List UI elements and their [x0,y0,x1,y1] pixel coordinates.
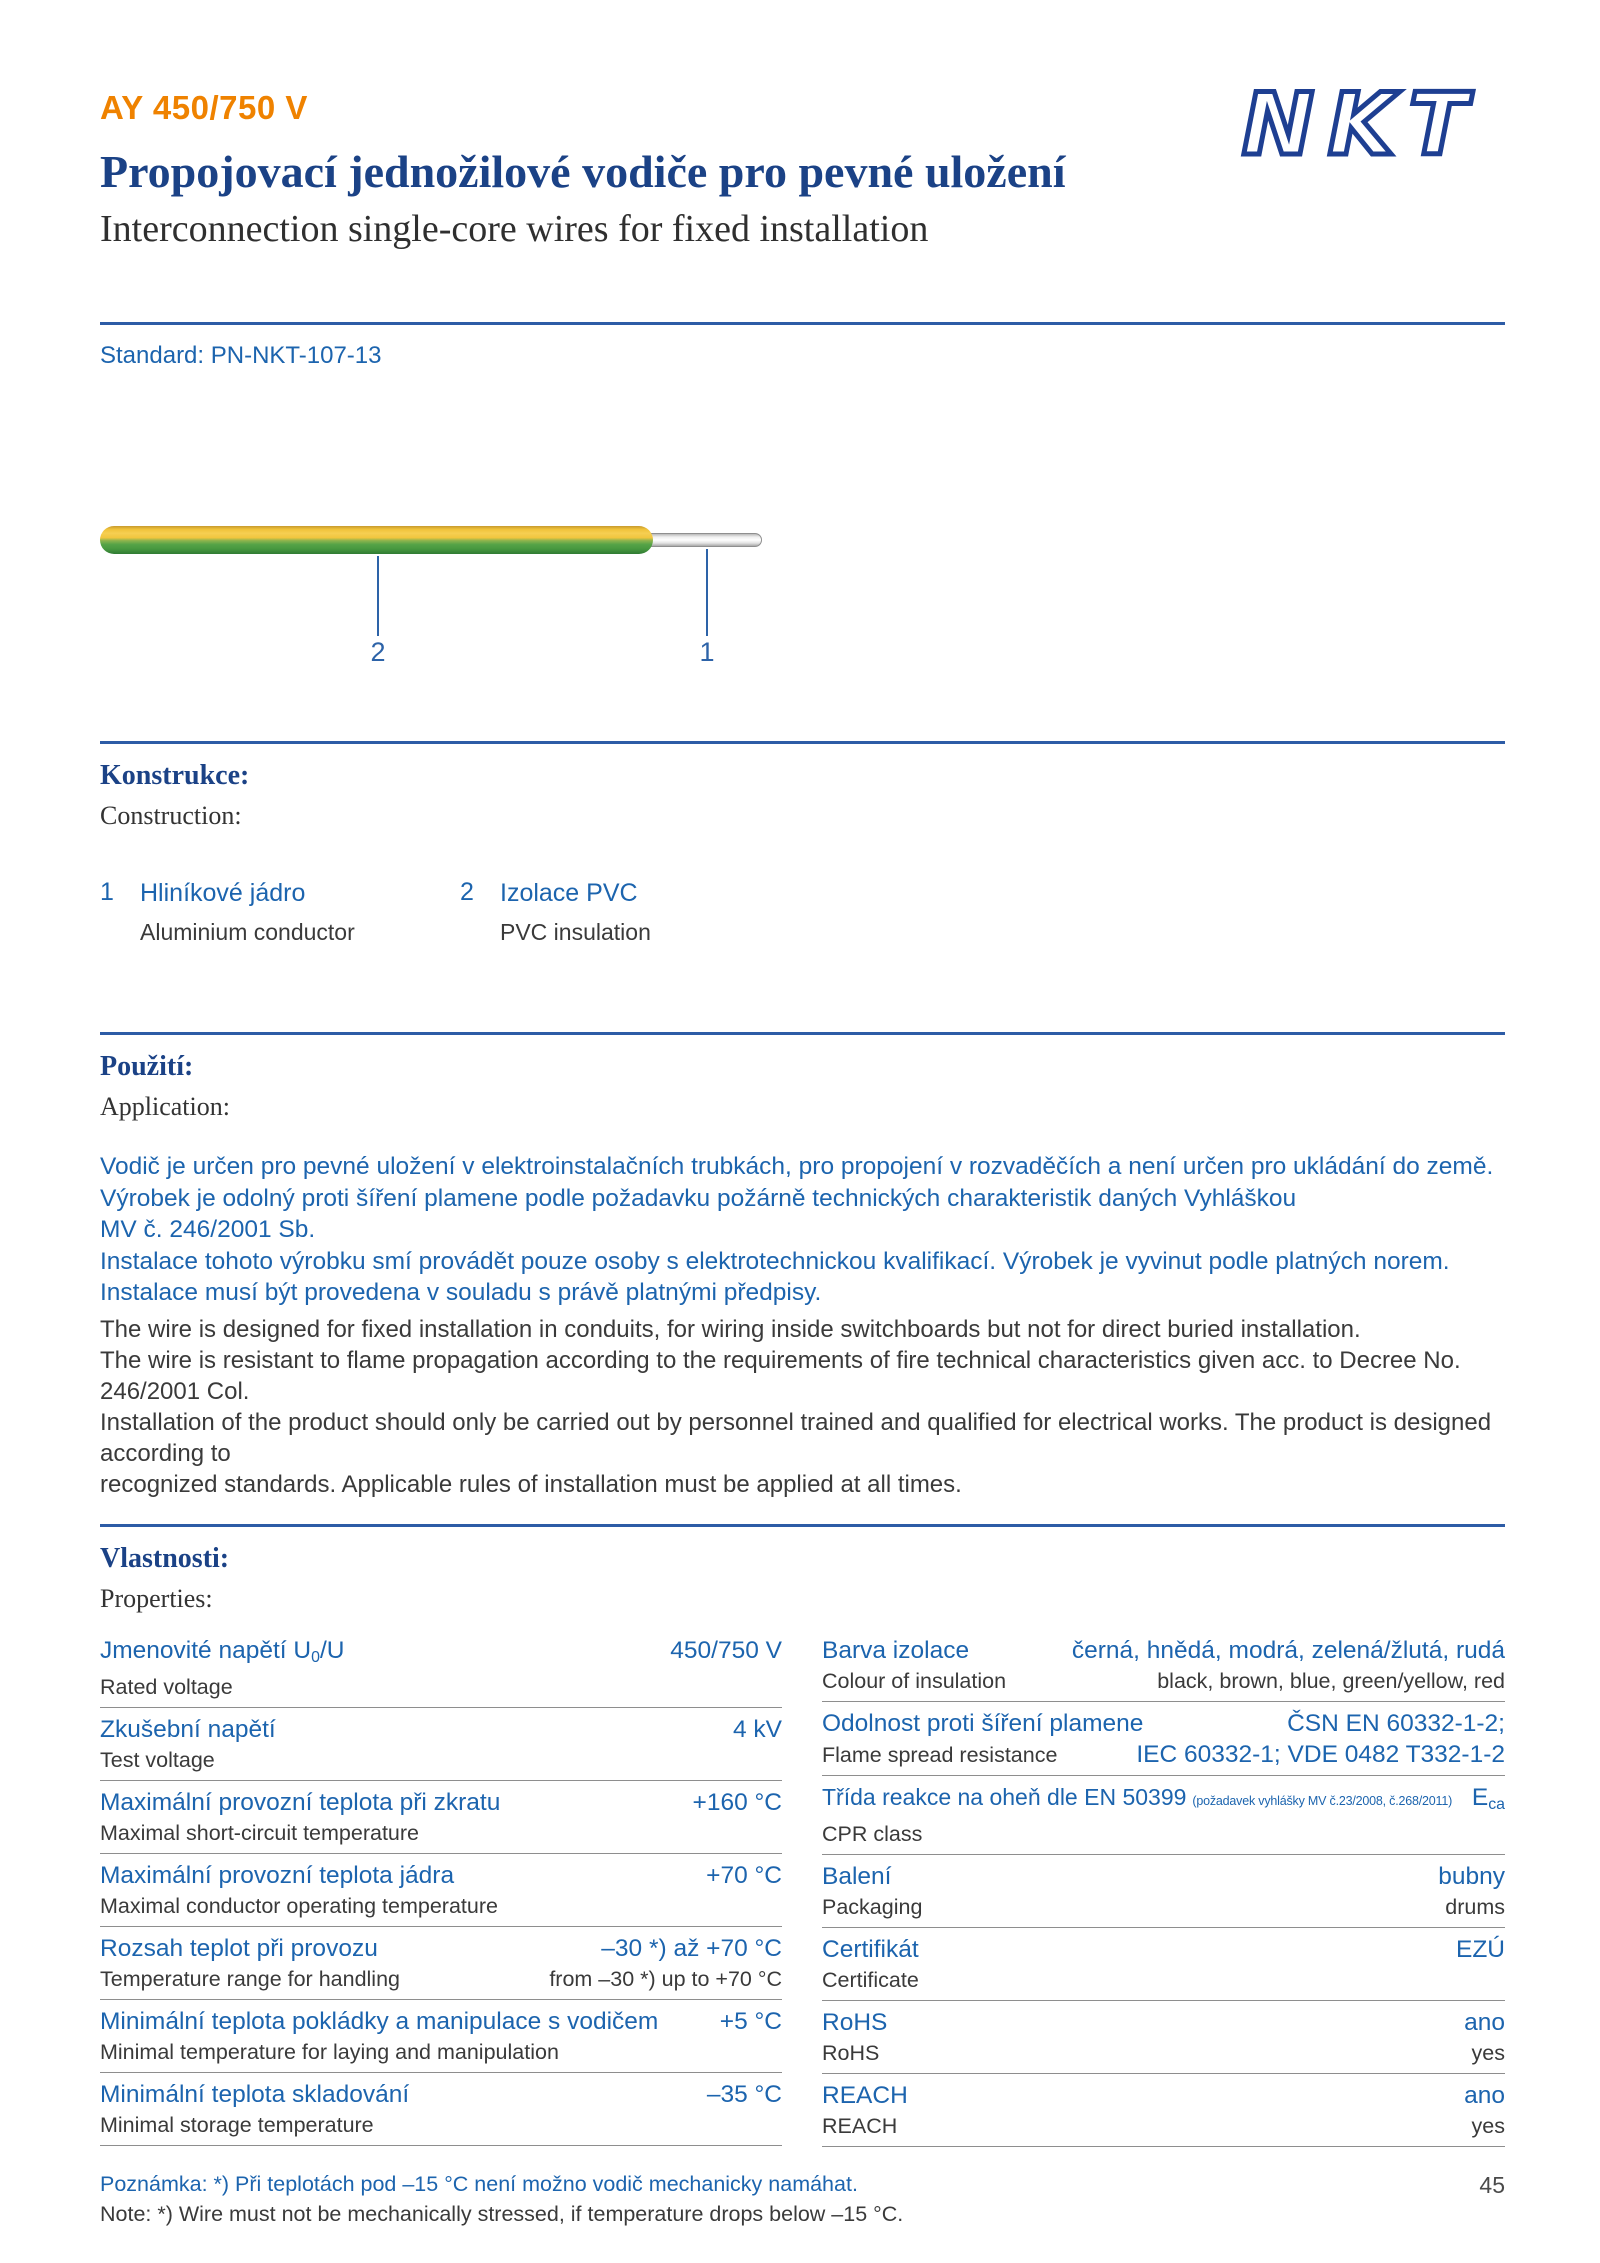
paragraph-line: Instalace musí být provedena v souladu s právě platnými předpisy. [100,1279,822,1306]
paragraph-line: Installation of the product should only be carried out by personnel trained and qualified for electrical works. The product is designed according to [100,1408,1492,1467]
nkt-logo [1238,88,1508,171]
paragraph-line: MV č. 246/2001 Sb. [100,1216,316,1243]
property-row-insulation-colour [822,1629,1505,1702]
standard-reference: Standard: PN-NKT-107-13 [100,342,382,369]
property-label-cs: Minimální teplota pokládky a manipulace s vodičem [100,2008,659,2036]
wire-conductor-graphic [640,533,762,547]
property-label-cs: Maximální provozní teplota při zkratu [100,1789,501,1817]
section-heading-properties-cs: Vlastnosti: [100,1542,230,1574]
property-label-cs: Rozsah teplot při provozu [100,1935,378,1963]
leader-line-conductor [706,549,708,636]
property-value-cs: +5 °C [719,2008,782,2036]
properties-column-left [100,1629,782,2148]
property-value-cs: ano [1464,2009,1505,2037]
properties-column-right [822,1629,1505,2148]
divider-rule [100,1032,1505,1035]
property-row-packaging [822,1855,1505,1928]
property-label-en: Maximal conductor operating temperature [100,1894,498,1919]
property-label-en: CPR class [822,1822,923,1847]
divider-rule [100,741,1505,744]
property-value-en: yes [1471,2114,1505,2139]
property-label-en: Minimal storage temperature [100,2113,374,2138]
leader-line-insulation [377,556,379,636]
property-row-conductor-operating-temperature [100,1854,782,1927]
footnote-czech: Poznámka: *) Při teplotách pod –15 °C není možno vodič mechanicky namáhat. [100,2172,858,2197]
property-label-en: Test voltage [100,1748,215,1773]
property-value-cs: –30 *) až +70 °C [601,1935,782,1963]
figure-label-conductor: 1 [699,637,715,667]
construction-item-number: 1 [100,878,114,906]
property-label-en: Rated voltage [100,1675,233,1700]
paragraph-line: The wire is designed for fixed installation in conduits, for wiring inside switchboards but not for direct buried installation. [100,1315,1361,1343]
paragraph-line: Výrobek je odolný proti šíření plamene podle požadavku požárně technických charakteristik daných Vyhláškou [100,1184,1297,1212]
property-value-cs: ČSN EN 60332-1-2; [1287,1709,1505,1737]
property-label-en: Minimal temperature for laying and manipulation [100,2040,559,2065]
property-row-laying-temperature [100,2000,782,2073]
paragraph-line: Instalace tohoto výrobku smí provádět pouze osoby s elektrotechnickou kvalifikací. Výrobek je vyvinut podle platných norem. [100,1247,1450,1275]
nkt-logo-text: NKT [1242,88,1482,166]
property-value-cs: $E_{ca}$ [1471,1783,1505,1813]
nkt-logo-graphic [1238,88,1508,166]
construction-item [100,878,460,946]
property-label-cs: Barva izolace [822,1636,970,1664]
property-label-cs: Odolnost proti šíření plamene [822,1709,1144,1737]
property-value-cs: 4 kV [732,1716,782,1744]
property-label-cs: REACH [822,2082,908,2110]
property-value-en: yes [1471,2041,1505,2066]
property-row-reach [822,2074,1505,2147]
property-value-en: from –30 *) up to +70 °C [549,1967,782,1992]
section-heading-construction-cs: Konstrukce: [100,760,250,791]
divider-rule [100,322,1505,325]
property-label-en: Maximal short-circuit temperature [100,1821,420,1846]
property-label-cs: Jmenovité napětí $U_0/U$ [100,1636,345,1666]
property-label-en: Certificate [822,1968,919,1993]
property-value-cs: +160 °C [692,1789,782,1817]
divider-rule [100,1524,1505,1527]
construction-item [460,878,651,946]
properties-table [100,1629,1505,2148]
property-value-cs: bubny [1438,1863,1505,1891]
paragraph-line: The wire is resistant to flame propagation according to the requirements of fire technical characteristics given acc. to Decree No. 246/2001 Col. [100,1346,1461,1405]
property-value-cs: černá, hnědá, modrá, zelená/žlutá, rudá [1071,1636,1505,1664]
property-row-rated-voltage [100,1629,782,1709]
section-heading-application-en: Application: [100,1092,230,1121]
section-heading-application-cs: Použití: [100,1051,194,1082]
footnote [100,2169,1505,2229]
footnote-english: Note: *) Wire must not be mechanically stressed, if temperature drops below –15 °C. [100,2202,904,2227]
section-heading-properties-en: Properties: [100,1583,213,1613]
property-value-en: drums [1445,1895,1505,1920]
property-label-cs: Třída reakce na oheň dle EN 50399 (požadavek vyhlášky MV č.23/2008, č.268/2011) [822,1783,1453,1810]
construction-list [100,878,1505,946]
property-label-en: Packaging [822,1895,923,1920]
product-code: AY 450/750 V [100,89,308,126]
property-label-en: RoHS [822,2041,880,2066]
construction-item-label-en: PVC insulation [500,919,651,945]
property-label-cs: Minimální teplota skladování [100,2081,410,2109]
property-label-en: Temperature range for handling [100,1967,400,1992]
figure-label-insulation: 2 [370,637,386,667]
property-row-certificate [822,1928,1505,2001]
property-row-temperature-range [100,1927,782,2000]
construction-item-number: 2 [460,878,474,906]
property-value-cs: 450/750 V [670,1636,782,1664]
application-paragraph-english [100,1314,1505,1500]
property-row-rohs [822,2001,1505,2074]
property-value-cs: +70 °C [706,1862,782,1890]
paragraph-line: recognized standards. Applicable rules of installation must be applied at all times. [100,1470,962,1498]
property-label-en: Colour of insulation [822,1668,1007,1693]
construction-item-label-cs: Izolace PVC [500,879,638,907]
page-number: 45 [1479,2172,1505,2198]
property-row-flame-spread [822,1702,1505,1776]
property-label-cs: RoHS [822,2009,888,2037]
property-label-cs: Balení [822,1863,892,1891]
property-label-cs: Zkušební napětí [100,1716,276,1744]
property-label-small-note: (požadavek vyhlášky MV č.23/2008, č.268/2011) [1192,1793,1453,1808]
page-title-czech: Propojovací jednožilové vodiče pro pevné uložení [100,146,1066,197]
section-heading-construction-en: Construction: [100,801,242,830]
property-value-en: IEC 60332-1; VDE 0482 T332-1-2 [1136,1740,1505,1768]
page-title-english: Interconnection single-core wires for fixed installation [100,208,929,250]
property-label-cs: Maximální provozní teplota jádra [100,1862,455,1890]
property-row-test-voltage [100,1708,782,1781]
property-value-cs: –35 °C [706,2081,782,2109]
application-paragraph-czech [100,1151,1505,1309]
property-value-cs: ano [1464,2082,1505,2110]
property-value-en: black, brown, blue, green/yellow, red [1157,1668,1505,1693]
construction-item-label-cs: Hliníkové jádro [140,879,306,907]
paragraph-line: Vodič je určen pro pevné uložení v elektroinstalačních trubkách, pro propojení v rozvaděčích a není určen pro ukládání do země. [100,1153,1494,1180]
property-label-en: REACH [822,2114,898,2139]
property-label-cs: Certifikát [822,1936,919,1964]
property-row-cpr-class [822,1776,1505,1856]
wire-insulation-graphic [100,526,653,554]
wire-illustration [100,371,1505,681]
property-row-storage-temperature [100,2073,782,2146]
property-label-en: Flame spread resistance [822,1742,1058,1767]
property-value-cs: EZÚ [1456,1936,1505,1964]
property-row-short-circuit-temperature [100,1781,782,1854]
construction-item-label-en: Aluminium conductor [140,919,355,945]
